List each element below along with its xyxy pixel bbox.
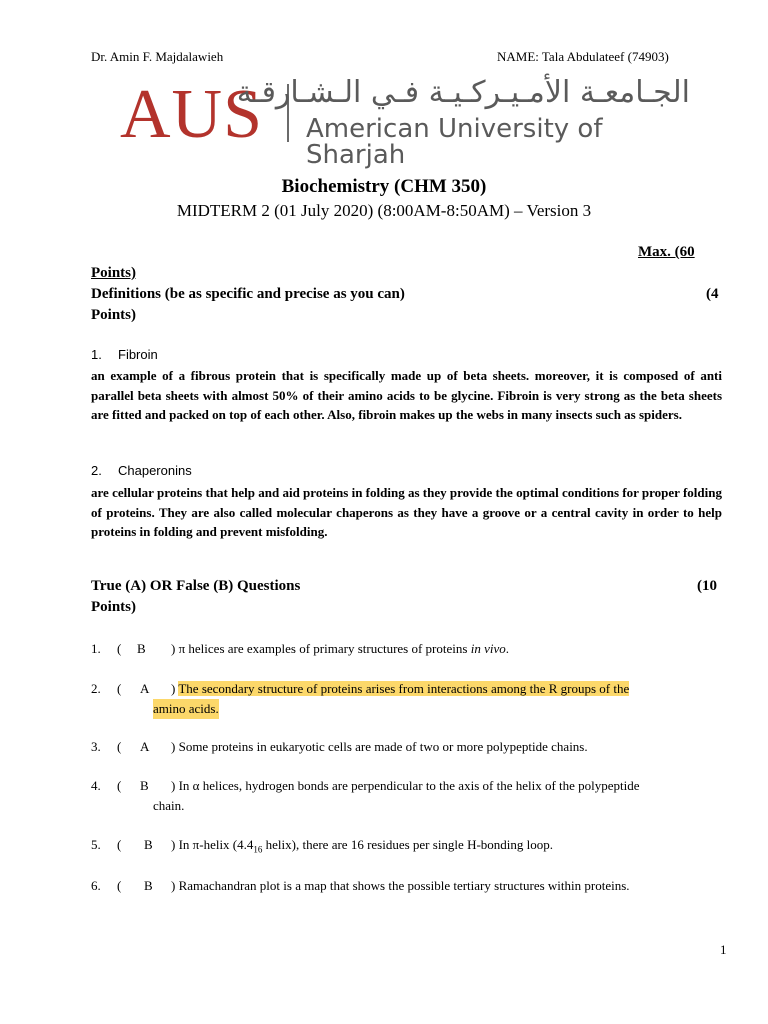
definition-1-number: 1.: [91, 347, 102, 362]
tf-3-text: Some proteins in eukaryotic cells are made of two or more polypeptide chains.: [178, 739, 588, 754]
logo-english: American University of Sharjah: [306, 114, 603, 170]
tf-4-text-1: In α helices, hydrogen bonds are perpendicular to the axis of the helix of the polypeptide: [178, 778, 640, 793]
tf-4-open: (: [117, 778, 122, 793]
tf-1-number: 1.: [91, 641, 101, 656]
max-points: Max. (60: [638, 244, 695, 260]
page-number: 1: [720, 942, 727, 957]
aus-logo: [120, 75, 700, 170]
definitions-points: (4: [706, 286, 719, 302]
tf-6-statement: ) Ramachandran plot is a map that shows the possible tertiary structures within proteins.: [171, 878, 630, 893]
tf-5-number: 5.: [91, 837, 101, 852]
tf-5-subscript: 16: [253, 844, 263, 855]
tf-4-answer: B: [140, 778, 149, 793]
definitions-points-label: Points): [91, 307, 136, 323]
definition-2-number: 2.: [91, 463, 102, 478]
tf-6-number: 6.: [91, 878, 101, 893]
tf-5-answer: B: [144, 837, 153, 852]
logo-short: AUS: [120, 76, 264, 153]
max-points-label: Points): [91, 265, 136, 281]
exam-subtitle: MIDTERM 2 (01 July 2020) (8:00AM-8:50AM) – Version 3: [176, 201, 592, 220]
definition-2-answer: [91, 483, 722, 542]
tf-1-open: (: [117, 641, 122, 656]
tf-2-number: 2.: [91, 681, 101, 696]
tf-1-text: π helices are examples of primary structures of proteins: [178, 641, 471, 656]
tf-3-answer: A: [140, 739, 150, 754]
definition-2-term: Chaperonins: [118, 463, 192, 478]
tf-1-text-end: .: [505, 641, 509, 656]
tf-6-text: Ramachandran plot is a map that shows the possible tertiary structures within proteins.: [178, 878, 630, 893]
tf-2-statement: ) The secondary structure of proteins arises from interactions among the R groups of the: [171, 681, 630, 696]
instructor-name: Dr. Amin F. Majdalawieh: [91, 49, 224, 64]
tf-2-highlight-1: The secondary structure of proteins arises from interactions among the R groups of the: [178, 681, 630, 696]
tf-1-statement: ) π helices are examples of primary structures of proteins in vivo.: [171, 641, 509, 656]
tf-6-answer: B: [144, 878, 153, 893]
tf-1-answer: B: [137, 641, 146, 656]
true-false-heading: True (A) OR False (B) Questions: [91, 578, 301, 594]
tf-1-emphasis: in vivo: [470, 641, 506, 656]
tf-5-open: (: [117, 837, 122, 852]
logo-arabic: الجـامعـة الأمـيـركـيـة فـي الـشـارقـة: [236, 75, 690, 110]
tf-5-statement: ) In π-helix ($4.4_{16}$ helix), there are 16 residues per single H-bonding loop.: [171, 837, 554, 855]
tf-4-number: 4.: [91, 778, 101, 793]
definition-1-term: Fibroin: [118, 347, 158, 362]
definition-2-answer-text: are cellular proteins that help and aid proteins in folding as they provide the optimal conditions for proper folding of proteins. They are also called molecular chaperons as they have a groove or a central cavity in order to help proteins in folding and prevent misfolding.: [91, 485, 722, 539]
tf-3-open: (: [117, 739, 122, 754]
definition-1-answer: [91, 366, 722, 425]
tf-5-text-end: helix), there are 16 residues per single H-bonding loop.: [262, 837, 554, 852]
tf-4-statement: ) In α helices, hydrogen bonds are perpendicular to the axis of the helix of the polypeptide: [171, 778, 640, 793]
tf-2-answer: A: [140, 681, 150, 696]
exam-title: Biochemistry (CHM 350): [281, 176, 487, 197]
student-name: NAME: Tala Abdulateef (74903): [497, 49, 669, 64]
definitions-heading: Definitions (be as specific and precise as you can): [91, 286, 405, 302]
tf-3-number: 3.: [91, 739, 101, 754]
tf-2-highlight-2: amino acids.: [153, 699, 219, 719]
tf-5-text: In π-helix (4.4: [178, 837, 254, 852]
true-false-points: (10: [697, 578, 717, 594]
tf-2-open: (: [117, 681, 122, 696]
tf-6-open: (: [117, 878, 122, 893]
definition-1-answer-text: an example of a fibrous protein that is specifically made up of beta sheets. moreover, it is composed of anti parallel beta sheets with almost 50% of their amino acids to be glycine. Fibroin is very strong as the beta sheets are fitted and packed on top of each other. Also, fibroin makes up the webs in many insects such as spiders.: [91, 368, 722, 422]
true-false-points-label: Points): [91, 599, 136, 615]
tf-3-statement: ) Some proteins in eukaryotic cells are made of two or more polypeptide chains.: [171, 739, 588, 754]
tf-4-text-2: chain.: [153, 798, 185, 813]
